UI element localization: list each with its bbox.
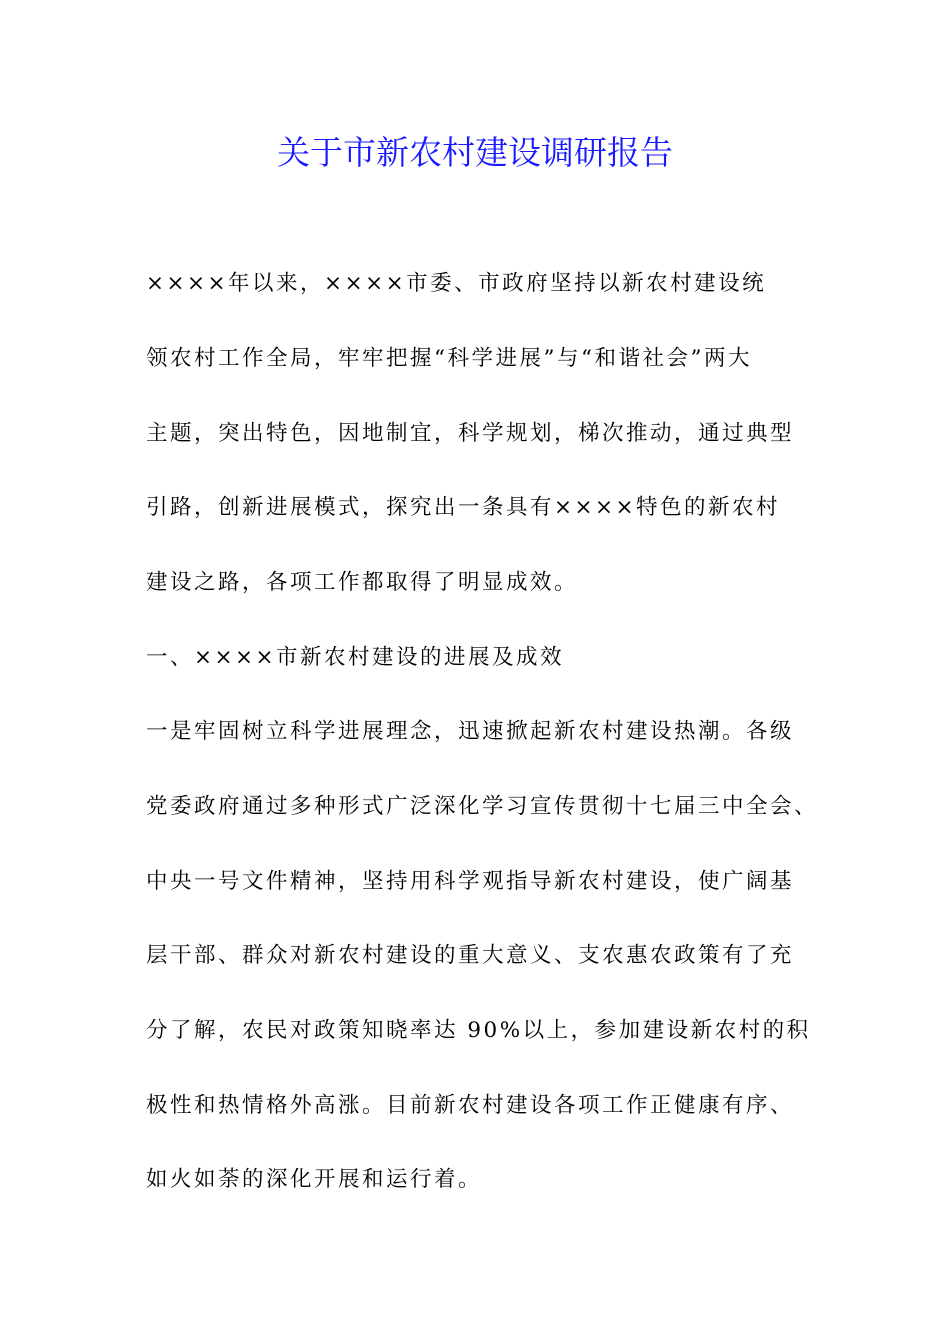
paragraph-1-line: 主题，突出特色，因地制宜，科学规划，梯次推动，通过典型	[146, 421, 795, 446]
paragraph-2-line: 如火如荼的深化开展和运行着。	[146, 1167, 483, 1192]
paragraph-1-line: ××××年以来，××××市委、市政府坚持以新农村建设统	[146, 271, 767, 296]
paragraph-1-line: 引路，创新进展模式，探究出一条具有××××特色的新农村	[146, 495, 781, 520]
paragraph-1-line: 领农村工作全局，牢牢把握“科学进展”与“和谐社会”两大	[146, 346, 752, 371]
document-title: 关于市新农村建设调研报告	[277, 133, 673, 172]
paragraph-2-line: 极性和热情格外高涨。目前新农村建设各项工作正健康有序、	[146, 1093, 795, 1118]
paragraph-2-line: 一是牢固树立科学进展理念，迅速掀起新农村建设热潮。各级	[146, 719, 795, 744]
paragraph-2-line: 党委政府通过多种形式广泛深化学习宣传贯彻十七届三中全会、	[146, 794, 819, 819]
paragraph-1-line: 建设之路，各项工作都取得了明显成效。	[146, 570, 579, 595]
section-heading: 一、××××市新农村建设的进展及成效	[146, 645, 565, 670]
paragraph-2-line: 分了解，农民对政策知晓率达 90%以上，参加建设新农村的积	[146, 1018, 811, 1043]
paragraph-2-line: 层干部、群众对新农村建设的重大意义、支农惠农政策有了充	[146, 943, 795, 968]
paragraph-2-line: 中央一号文件精神，坚持用科学观指导新农村建设，使广阔基	[146, 869, 795, 894]
